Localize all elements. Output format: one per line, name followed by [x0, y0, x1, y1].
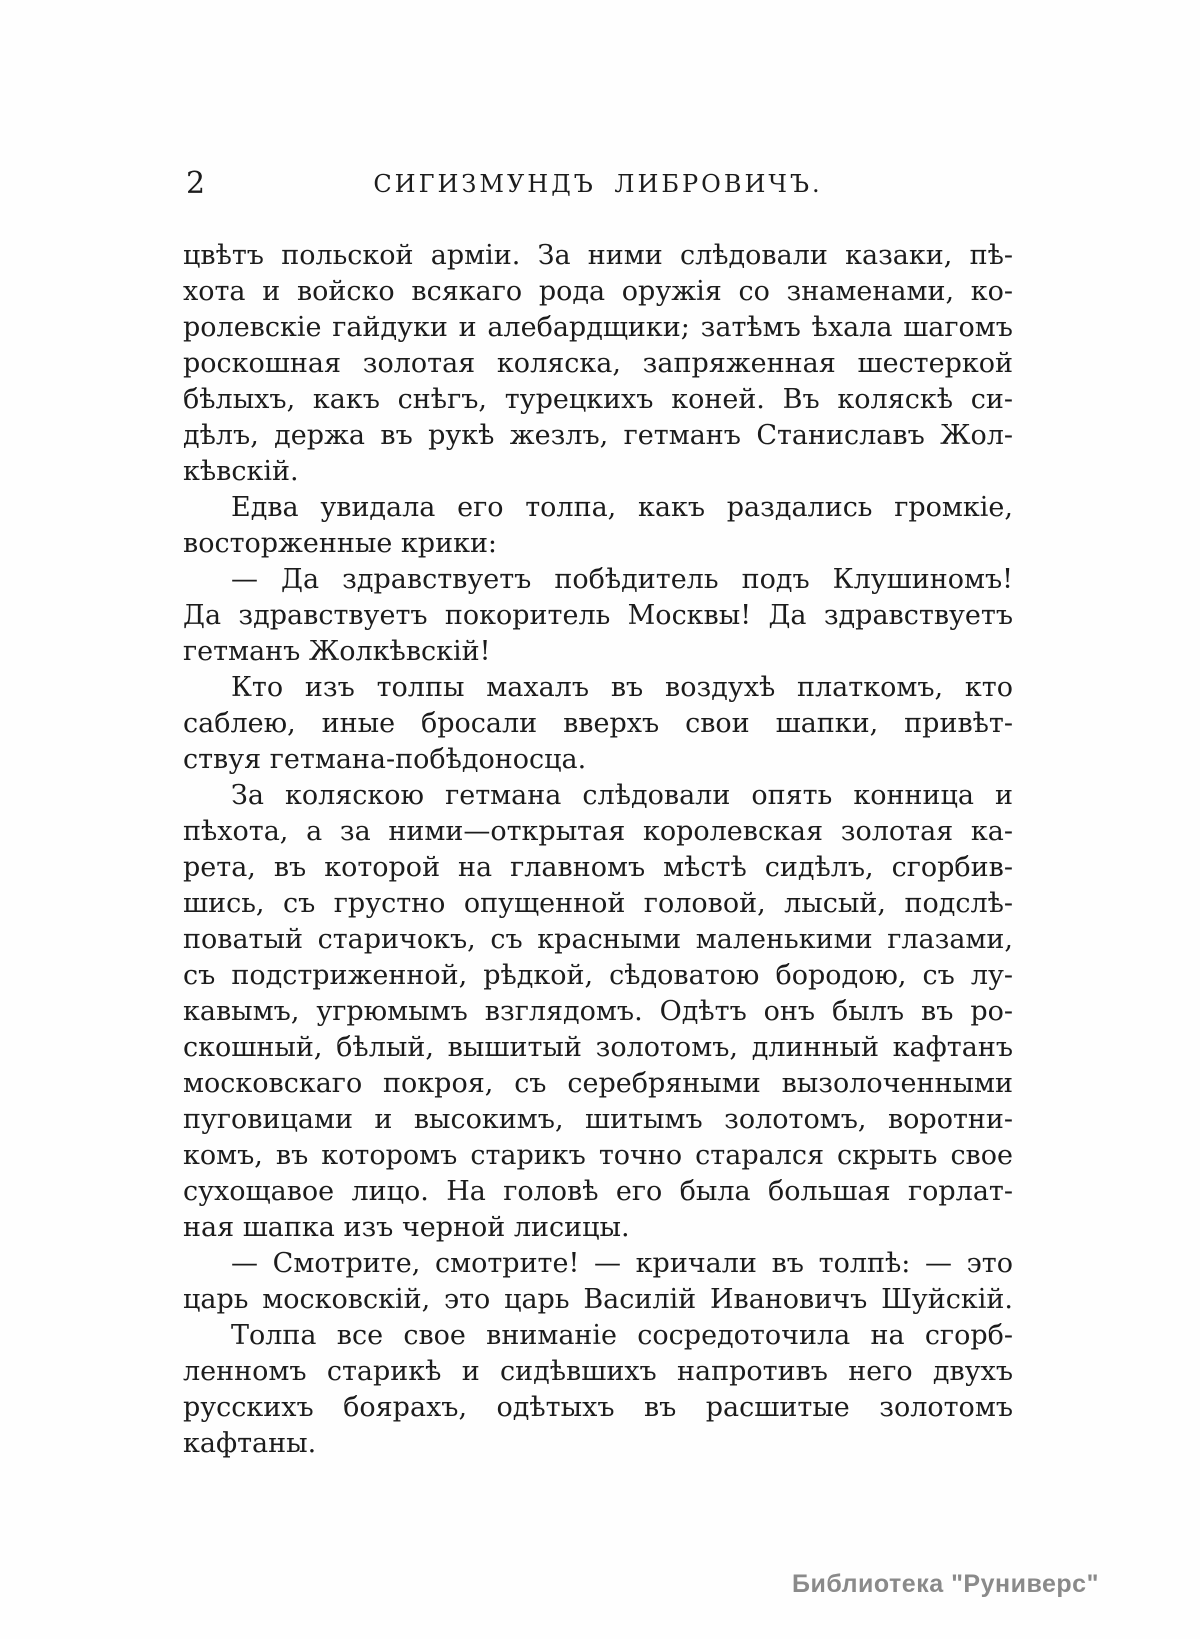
- text-line: ствуя гетмана-побѣдоносца.: [183, 744, 587, 775]
- text-line: скошный, бѣлый, вышитый золотомъ, длинный кафтанъ: [183, 1032, 1013, 1063]
- text-line: кавымъ, угрюмымъ взглядомъ. Одѣтъ онъ былъ въ ро-: [183, 996, 1013, 1027]
- text-line: комъ, въ которомъ старикъ точно старался скрыть свое: [183, 1140, 1013, 1171]
- text-line: сухощавое лицо. На головѣ его была большая горлат-: [183, 1176, 1013, 1207]
- text-line: Едва увидала его толпа, какъ раздались громкіе,: [231, 492, 1013, 523]
- text-line: царь московскій, это царь Василій Ивановичъ Шуйскій.: [183, 1284, 1013, 1315]
- text-line: гетманъ Жолкѣвскій!: [183, 636, 491, 667]
- text-line: пѣхота, а за ними—открытая королевская золотая ка-: [183, 816, 1013, 847]
- text-line: Кто изъ толпы махалъ въ воздухѣ платкомъ, кто: [231, 672, 1013, 703]
- text-line: шись, съ грустно опущенной головой, лысый, подслѣ-: [183, 888, 1013, 919]
- text-line: кѣвскій.: [183, 456, 299, 487]
- text-line: дѣлъ, держа въ рукѣ жезлъ, гетманъ Станиславъ Жол-: [183, 420, 1013, 451]
- page-number: 2: [186, 166, 206, 201]
- text-line: ная шапка изъ черной лисицы.: [183, 1212, 630, 1243]
- text-line: — Да здравствуетъ побѣдитель подъ Клушиномъ!: [231, 564, 1013, 595]
- watermark: Библиотека "Руниверс": [792, 1570, 1099, 1598]
- text-line: цвѣтъ польской арміи. За ними слѣдовали казаки, пѣ-: [183, 240, 1013, 271]
- text-line: пуговицами и высокимъ, шитымъ золотомъ, воротни-: [183, 1104, 1013, 1135]
- text-line: роскошная золотая коляска, запряженная шестеркой: [183, 348, 1013, 379]
- text-line: — Смотрите, смотрите! — кричали въ толпѣ: — это: [231, 1248, 1013, 1279]
- text-line: ролевскіе гайдуки и алебардщики; затѣмъ ѣхала шагомъ: [183, 312, 1013, 343]
- text-line: саблею, иные бросали вверхъ свои шапки, привѣт-: [183, 708, 1013, 739]
- text-line: хота и войско всякаго рода оружія со знаменами, ко-: [183, 276, 1013, 307]
- body-text: [183, 238, 1013, 1462]
- text-line: рета, въ которой на главномъ мѣстѣ сидѣлъ, сгорбив-: [183, 852, 1013, 883]
- text-line: восторженные крики:: [183, 528, 498, 559]
- text-line: русскихъ боярахъ, одѣтыхъ въ расшитые золотомъ: [183, 1392, 1013, 1423]
- text-line: бѣлыхъ, какъ снѣгъ, турецкихъ коней. Въ коляскѣ си-: [183, 384, 1013, 415]
- text-line: За коляскою гетмана слѣдовали опять конница и: [231, 780, 1013, 811]
- text-line: поватый старичокъ, съ красными маленькими глазами,: [183, 924, 1013, 955]
- text-line: московскаго покроя, съ серебряными вызолоченными: [183, 1068, 1013, 1099]
- running-header: СИГИЗМУНДЪ ЛИБРОВИЧЪ.: [373, 170, 823, 198]
- text-line: Толпа все свое вниманіе сосредоточила на сгорб-: [231, 1320, 1013, 1351]
- text-line: ленномъ старикѣ и сидѣвшихъ напротивъ него двухъ: [183, 1356, 1013, 1387]
- text-line: съ подстриженной, рѣдкой, сѣдоватою бородою, съ лу-: [183, 960, 1013, 991]
- text-line: Да здравствуетъ покоритель Москвы! Да здравствуетъ: [183, 600, 1013, 631]
- text-line: кафтаны.: [183, 1428, 317, 1459]
